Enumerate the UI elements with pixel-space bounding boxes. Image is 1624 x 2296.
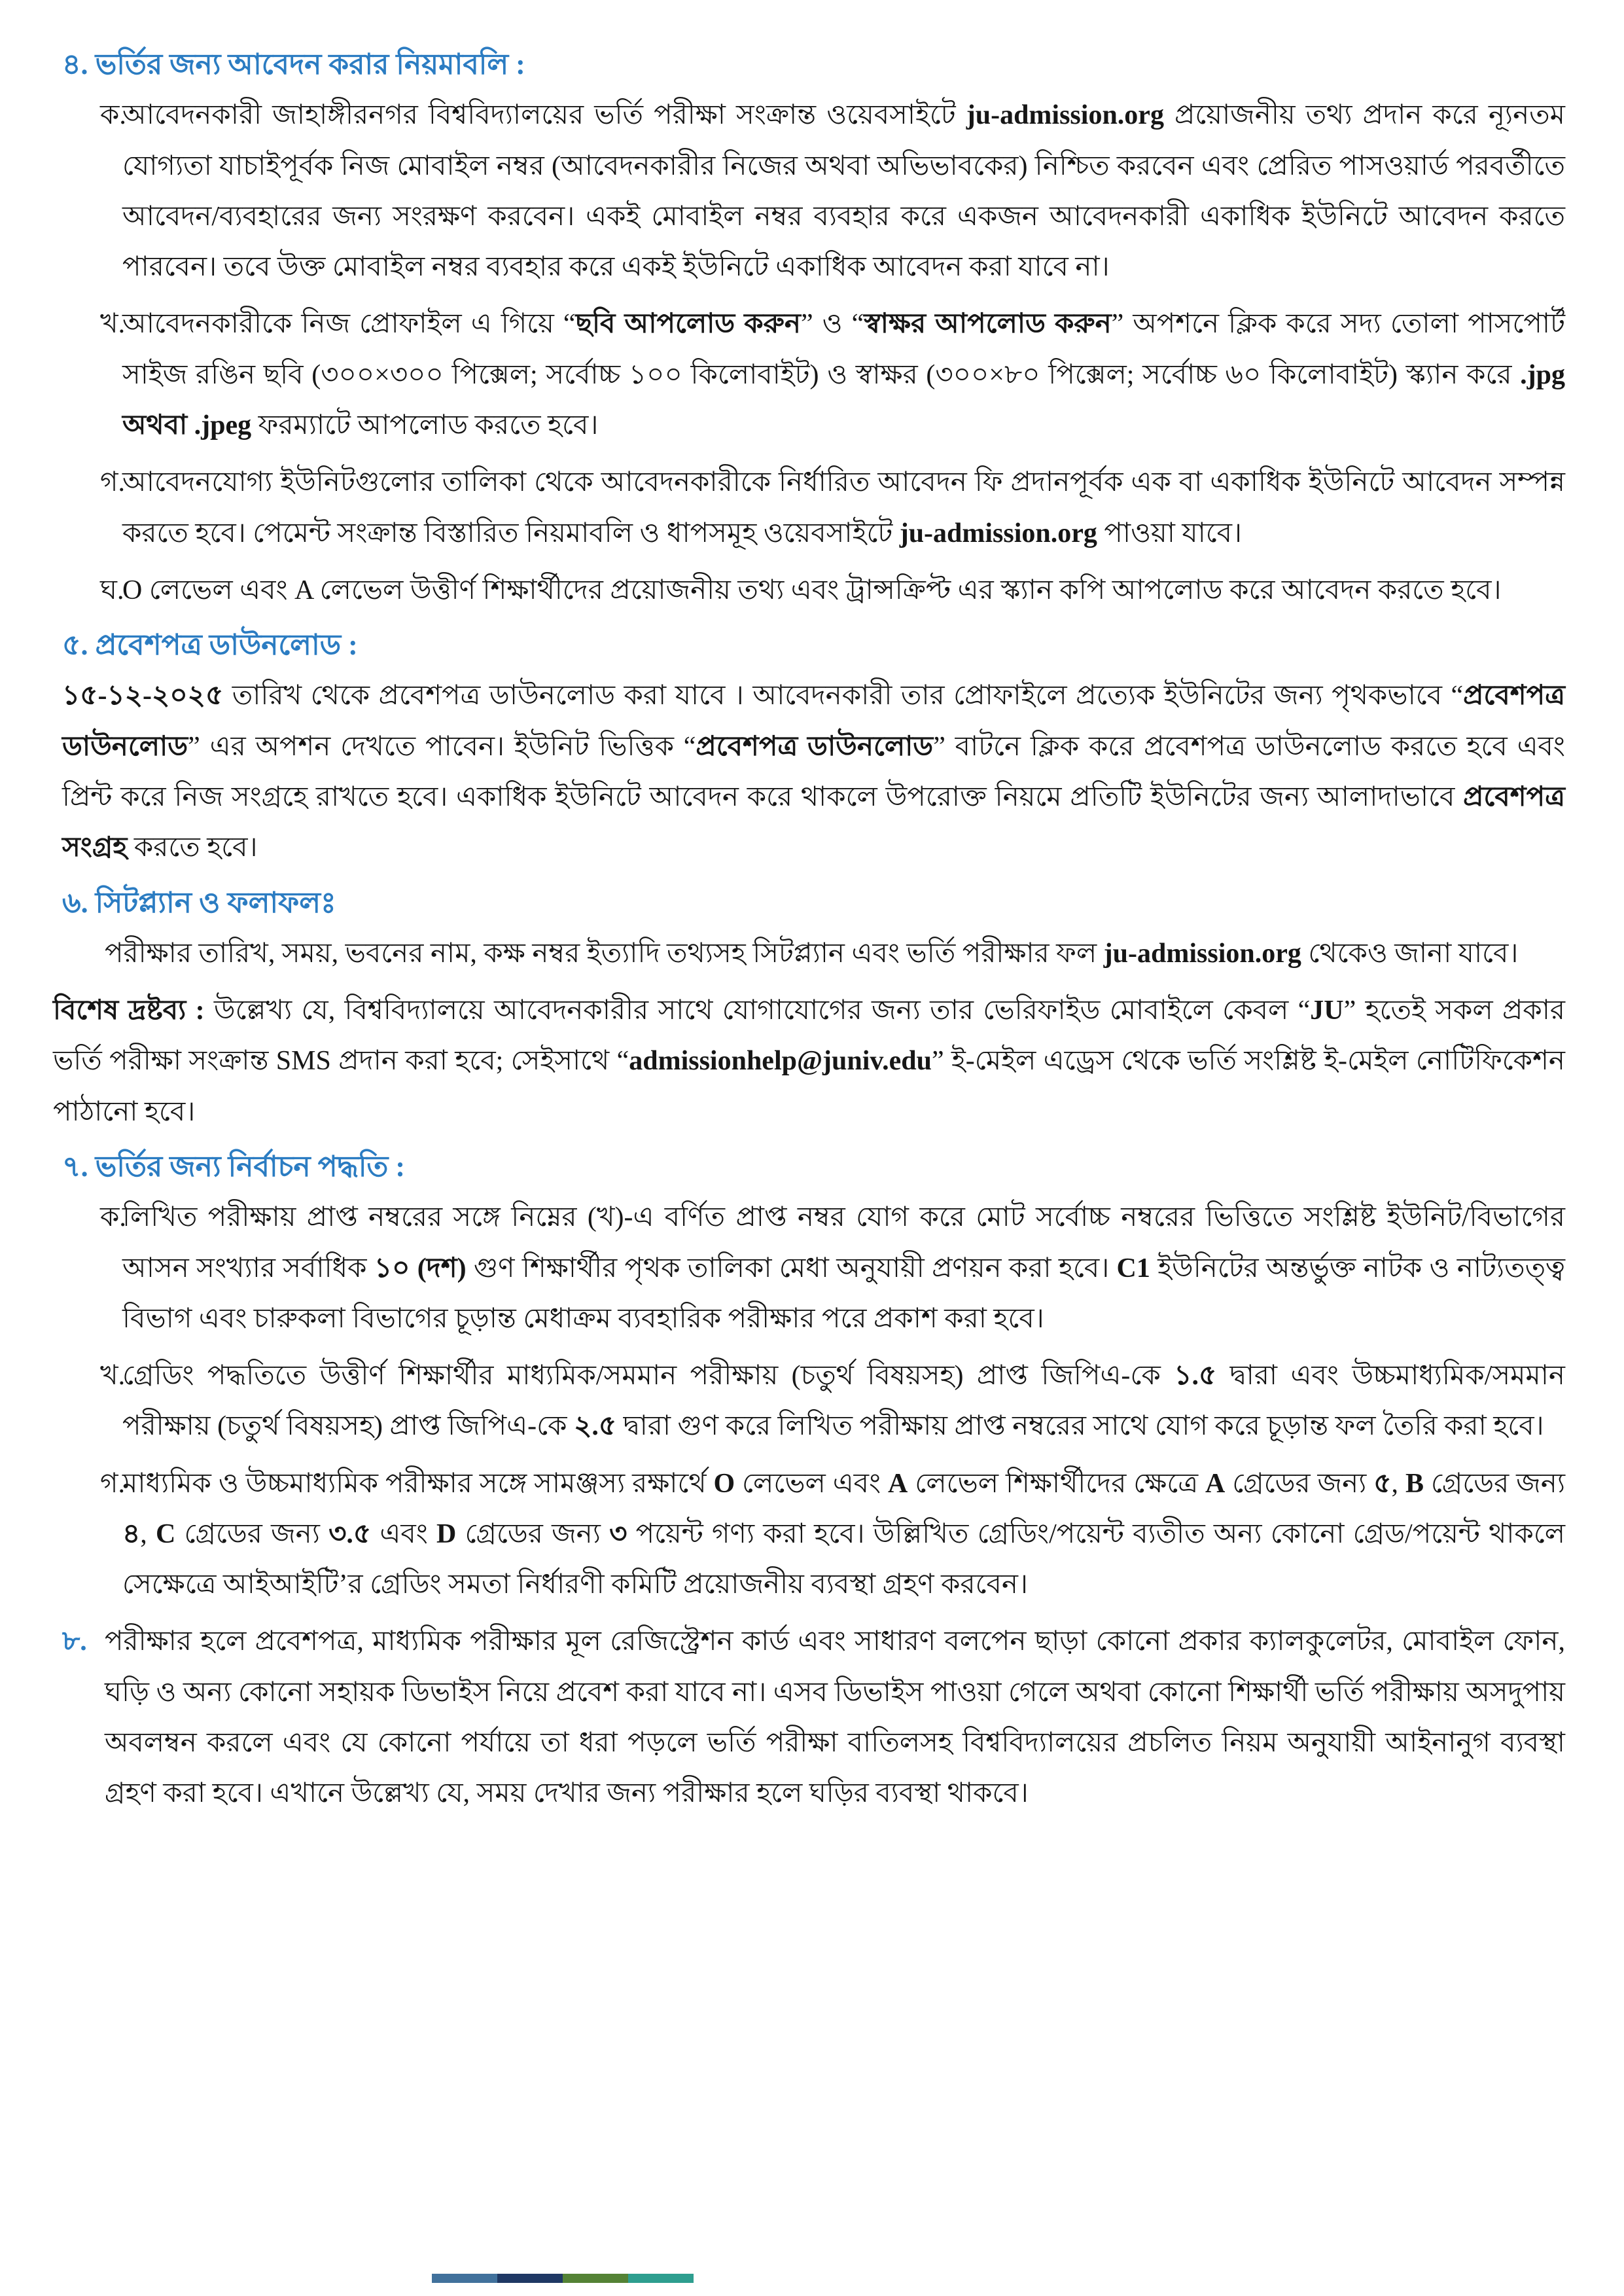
text-run: ৩ [609,1518,627,1549]
section-7-heading [62,1144,1565,1190]
text-run: ju-admission.org [1103,938,1301,969]
text-run: পরীক্ষার হলে প্রবেশপত্র, মাধ্যমিক পরীক্ষার মূল রেজিস্ট্রেশন কার্ড এবং সাধারণ বলপেন ছাড়া কোনো প্রকার ক্যালকুলেটর, মোবাইল ফোন, ঘড়ি ও অন্য কোনো সহায়ক ডিভাইস নিয়ে প্রবেশ করা যাবে না। এসব ডিভাইস পাওয়া গেলে অথবা কোনো শিক্ষার্থী ভর্তি পরীক্ষায় অসদুপায় অবলম্বন করলে এবং যে কোনো পর্যায়ে তা ধরা পড়লে ভর্তি পরীক্ষা বাতিলসহ বিশ্ববিদ্যালয়ের প্রচলিত নিয়ম অনুযায়ী আইনানুগ ব্যবস্থা গ্রহণ করা হবে। এখানে উল্লেখ্য যে, সময় দেখার জন্য পরীক্ষার হলে ঘড়ির ব্যবস্থা থাকবে। [105,1626,1565,1809]
item-text [122,1361,1565,1441]
text-run: ju-admission.org [899,518,1097,548]
item-text [122,100,1565,282]
list-item-7ga [62,1459,1565,1611]
text-run: , [1391,1468,1405,1499]
item-text [122,309,1565,440]
section-5-title: প্রবেশপত্র ডাউনলোড : [95,629,358,662]
section-5-heading [62,622,1565,668]
section-4-heading [62,42,1565,88]
text-run: আবেদনকারী জাহাঙ্গীরনগর বিশ্ববিদ্যালয়ের ভর্তি পরীক্ষা সংক্রান্ত ওয়েবসাইটে [122,100,966,131]
text-run: O [713,1468,735,1499]
color-segment [497,2274,563,2283]
section-4-number: ৪. [62,48,88,81]
text-run: ৫ [1373,1468,1392,1499]
list-item-7kha [62,1351,1565,1452]
footer-color-strip [432,2274,694,2283]
text-run: .jpg অথবা .jpeg [122,359,1565,440]
text-run: admissionhelp@juniv.edu [629,1046,932,1077]
text-run: লিখিত পরীক্ষায় প্রাপ্ত নম্বরের সঙ্গে নিম্নের (খ)-এ বর্ণিত প্রাপ্ত নম্বর যোগ করে মোট সর্বোচ্চ নম্বরের ভিত্তিতে সংশ্লিষ্ট ইউনিট/বিভাগের আসন সংখ্যার সর্বাধিক [122,1202,1565,1283]
text-run: পরীক্ষার তারিখ, সময়, ভবনের নাম, কক্ষ নম্বর ইত্যাদি তথ্যসহ সিটপ্ল্যান এবং ভর্তি পরীক্ষার ফল [105,938,1104,969]
text-run: ১.৫ [1174,1361,1217,1391]
text-run: ফরম্যাটে আপলোড করতে হবে। [251,410,599,440]
section-7-title: ভর্তির জন্য নির্বাচন পদ্ধতি : [95,1150,406,1183]
text-run: মাধ্যমিক ও উচ্চমাধ্যমিক পরীক্ষার সঙ্গে সামঞ্জস্য রক্ষার্থে [122,1468,714,1499]
text-run: গ্রেডিং পদ্ধতিতে উত্তীর্ণ শিক্ষার্থীর মাধ্যমিক/সমমান পরীক্ষায় (চতুর্থ বিষয়সহ) প্রাপ্ত জিপিএ-কে [122,1361,1174,1391]
section-selection-method [62,1144,1565,1611]
section-7-number: ৭. [62,1150,88,1183]
text-run: A [888,1468,908,1499]
text-run: লেভেল শিক্ষার্থীদের ক্ষেত্রে [908,1468,1205,1499]
text-run: পাওয়া যাবে। [1097,518,1243,548]
item-label: ক. [100,100,126,131]
color-segment [563,2274,628,2283]
section-8-text [105,1626,1565,1808]
text-run: ইউনিটের অন্তর্ভুক্ত নাটক ও নাট্যতত্ত্ব বিভাগ এবং চারুকলা বিভাগের চূড়ান্ত মেধাক্রম ব্যবহারিক পরীক্ষার পরে প্রকাশ করা হবে। [122,1253,1565,1334]
section-6-paragraph [105,929,1565,979]
text-run: আবেদনকারীকে নিজ প্রোফাইল এ গিয়ে “ [122,309,576,340]
section-8-number: ৮. [62,1626,87,1657]
section-application-rules [62,42,1565,616]
text-run: গুণ শিক্ষার্থীর পৃথক তালিকা মেধা অনুযায়ী প্রণয়ন করা হবে। [466,1253,1117,1283]
section-5-paragraph [62,671,1565,873]
section-6-heading [62,880,1565,926]
text-run: JU [1310,996,1344,1026]
text-run: ১০ (দশ) [374,1253,467,1283]
text-run: দ্বারা এবং উচ্চমাধ্যমিক/সমমান পরীক্ষায় (চতুর্থ বিষয়সহ) প্রাপ্ত জিপিএ-কে [122,1361,1565,1442]
text-run: আবেদনযোগ্য ইউনিটগুলোর তালিকা থেকে আবেদনকারীকে নির্ধারিত আবেদন ফি প্রদানপূর্বক এক বা একাধিক ইউনিটে আবেদন সম্পন্ন করতে হবে। পেমেন্ট সংক্রান্ত বিস্তারিত নিয়মাবলি ও ধাপসমূহ ওয়েবসাইটে [122,467,1565,548]
section-seatplan-results [62,880,1565,980]
special-note-paragraph [53,986,1565,1138]
text-run: A [1205,1468,1226,1499]
text-run: D [436,1518,457,1549]
text-run: ” অপশনে ক্লিক করে সদ্য তোলা পাসপোর্ট সাইজ রঙিন ছবি (৩০০×৩০০ পিক্সেল; সর্বোচ্চ ১০০ কিলোবাইট) ও স্বাক্ষর (৩০০×৮০ পিক্সেল; সর্বোচ্চ ৬০ কিলোবাইট) স্ক্যান করে [122,309,1565,390]
section-5-number: ৫. [62,629,88,662]
text-run: O লেভেল এবং A লেভেল উত্তীর্ণ শিক্ষার্থীদের প্রয়োজনীয় তথ্য এবং ট্রান্সক্রিপ্ট এর স্ক্যান কপি আপলোড করে আবেদন করতে হবে। [122,575,1502,605]
text-run: ৩.৫ [328,1518,372,1549]
text-run: ” ই-মেইল এড্রেস থেকে ভর্তি সংশ্লিষ্ট ই-মেইল নোটিফিকেশন পাঠানো হবে। [53,1046,1565,1127]
text-run: প্রবেশপত্র ডাউনলোড [62,681,1565,762]
section-4-title: ভর্তির জন্য আবেদন করার নিয়মাবলি : [95,48,525,81]
section-6-number: ৬. [62,886,88,919]
text-run: ১৫-১২-২০২৫ [62,681,224,711]
text-run: তারিখ থেকে প্রবেশপত্র ডাউনলোড করা যাবে । আবেদনকারী তার প্রোফাইলে প্রত্যেক ইউনিটের জন্য পৃথকভাবে “ [223,681,1464,711]
section-exam-hall-rules [62,1617,1565,1819]
text-run: ৪ [122,1518,141,1549]
text-run: ” বাটনে ক্লিক করে প্রবেশপত্র ডাউনলোড করতে হবে এবং প্রিন্ট করে নিজ সংগ্রহে রাখতে হবে। একাধিক ইউনিটে আবেদন করে থাকলে উপরোক্ত নিয়মে প্রতিটি ইউনিটের জন্য আলাদাভাবে [62,731,1565,812]
text-run: স্বাক্ষর আপলোড করুন [864,309,1112,340]
section-6-title: সিটপ্ল্যান ও ফলাফলঃ [95,886,336,919]
item-text [122,575,1502,605]
text-run: পয়েন্ট গণ্য করা হবে। উল্লিখিত গ্রেডিং/পয়েন্ট ব্যতীত অন্য কোনো গ্রেড/পয়েন্ট থাকলে সেক্ষেত্রে আইআইটি’র গ্রেডিং সমতা নির্ধারণী কমিটি প্রয়োজনীয় ব্যবস্থা গ্রহণ করবেন। [122,1518,1566,1600]
text-run: ” এর অপশন দেখতে পাবেন। ইউনিট ভিত্তিক “ [188,731,696,762]
text-run: B [1405,1468,1424,1499]
item-text [122,1469,1565,1600]
text-run: বিশেষ দ্রষ্টব্য : [53,996,205,1026]
text-run: লেভেল এবং [735,1468,889,1499]
list-item-ga [62,457,1565,559]
item-text [122,467,1565,548]
text-run: ” হতেই সকল প্রকার ভর্তি পরীক্ষা সংক্রান্ত SMS প্রদান করা হবে; সেইসাথে “ [53,996,1565,1077]
text-run: ju-admission.org [966,100,1164,131]
section-admit-card-download [62,622,1565,873]
text-run: প্রয়োজনীয় তথ্য প্রদান করে ন্যূনতম যোগ্যতা যাচাইপূর্বক নিজ মোবাইল নম্বর (আবেদনকারীর নিজের অথবা অভিভাবকের) নিশ্চিত করবেন এবং প্রেরিত পাসওয়ার্ড পরবর্তীতে আবেদন/ব্যবহারের জন্য সংরক্ষণ করবেন। একই মোবাইল নম্বর ব্যবহার করে একজন আবেদনকারী একাধিক ইউনিটে আবেদন করতে পারবেন। তবে উক্ত মোবাইল নম্বর ব্যবহার করে একই ইউনিটে একাধিক আবেদন করা যাবে না। [122,100,1566,283]
text-run: ছবি আপলোড করুন [575,309,801,340]
text-run: এবং [371,1518,436,1549]
list-item-kha [62,299,1565,451]
text-run: C [155,1518,176,1549]
list-item-7ka [62,1193,1565,1344]
item-label: ক. [100,1202,126,1233]
list-item-ka [62,90,1565,293]
text-run: করতে হবে। [127,833,258,863]
text-run: , [140,1518,156,1549]
text-run: গ্রেডের জন্য [175,1518,329,1549]
text-run: প্রবেশপত্র সংগ্রহ [62,781,1565,863]
item-label: গ. [100,1468,126,1499]
item-label: গ. [100,467,126,498]
color-segment [432,2274,497,2283]
item-label: খ. [100,1361,126,1391]
text-run: গ্রেডের জন্য [456,1518,610,1549]
text-run: C1 [1116,1253,1150,1283]
text-run: দ্বারা গুণ করে লিখিত পরীক্ষায় প্রাপ্ত নম্বরের সাথে যোগ করে চূড়ান্ত ফল তৈরি করা হবে। [616,1411,1544,1442]
color-segment [628,2274,694,2283]
item-label: খ. [100,309,126,340]
list-item-gha [62,565,1565,616]
text-run: গ্রেডের জন্য [1423,1468,1566,1499]
item-text [122,1202,1565,1334]
text-run: উল্লেখ্য যে, বিশ্ববিদ্যালয়ে আবেদনকারীর সাথে যোগাযোগের জন্য তার ভেরিফাইড মোবাইলে কেবল “ [204,996,1311,1026]
text-run: গ্রেডের জন্য [1225,1468,1374,1499]
text-run: প্রবেশপত্র ডাউনলোড [696,731,934,762]
item-label: ঘ. [100,575,124,605]
text-run: ” ও “ [800,309,864,340]
text-run: থেকেও জানা যাবে। [1301,938,1519,969]
text-run: ২.৫ [574,1411,617,1442]
